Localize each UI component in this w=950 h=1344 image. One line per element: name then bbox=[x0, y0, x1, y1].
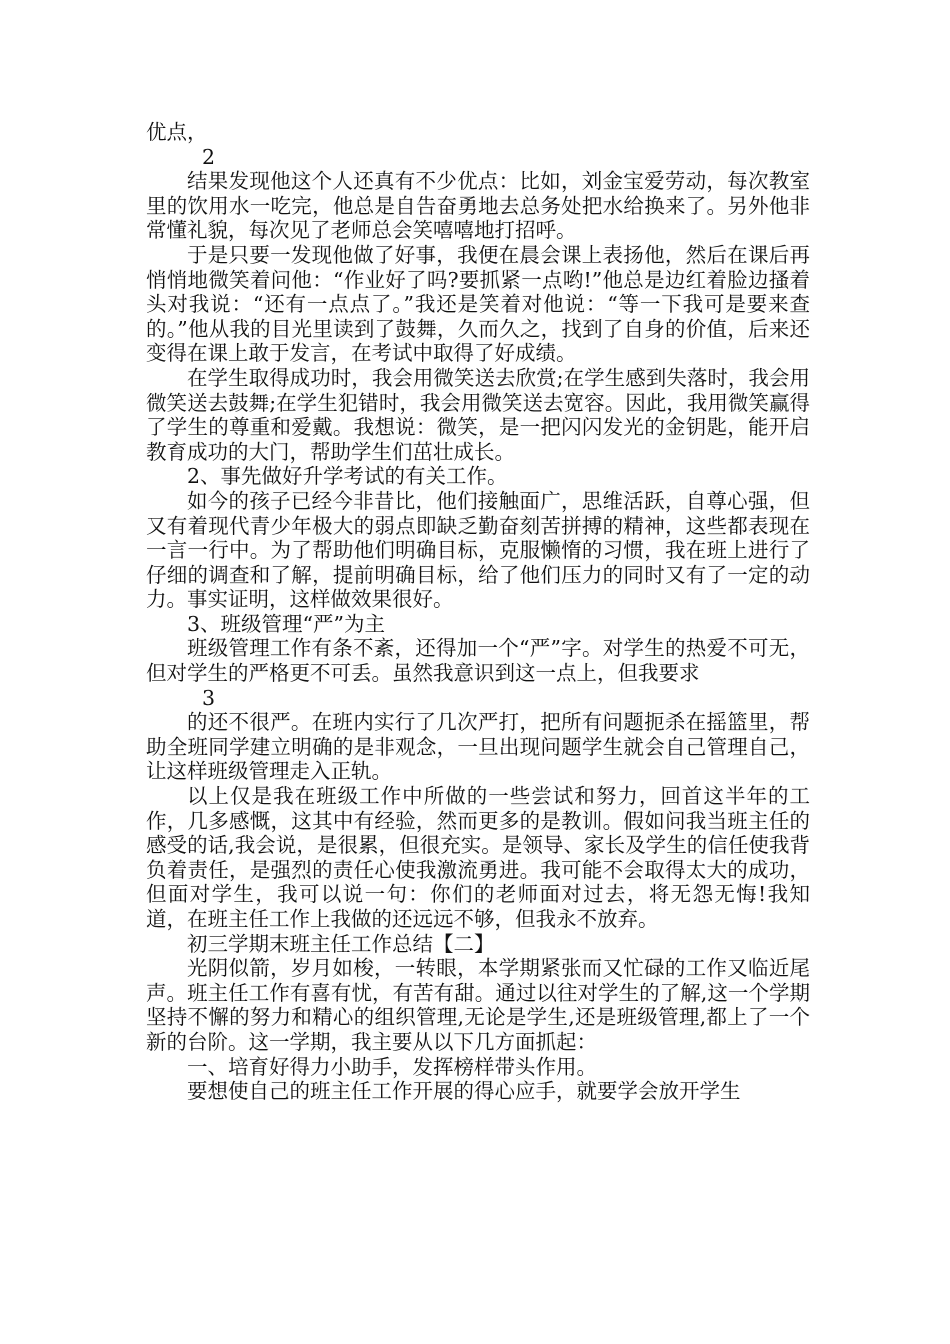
paragraph: 班级管理工作有条不紊，还得加一个“严”字。对学生的热爱不可无，但对学生的严格更不可丢。虽然我意识到这一点上，但我要求 bbox=[146, 636, 810, 686]
document-body bbox=[146, 120, 810, 1104]
paragraph: 以上仅是我在班级工作中所做的一些尝试和努力，回首这半年的工作，几多感慨，这其中有经验，然而更多的是教训。假如问我当班主任的感受的话,我会说，是很累，但很充实。是领导、家长及学生的信任使我背负着责任，是强烈的责任心使我激流勇进。我可能不会取得太大的成功，但面对学生，我可以说一句：你们的老师面对过去，将无怨无悔!我知道，在班主任工作上我做的还远远不够，但我永不放弃。 bbox=[146, 784, 810, 931]
paragraph: 光阴似箭，岁月如梭，一转眼，本学期紧张而又忙碌的工作又临近尾声。班主任工作有喜有忧，有苦有甜。通过以往对学生的了解,这一个学期坚持不懈的努力和精心的组织管理,无论是学生,还是班级管理,都上了一个新的台阶。这一学期，我主要从以下几方面抓起： bbox=[146, 956, 810, 1054]
page-number: 3 bbox=[202, 685, 216, 710]
page-number: 2 bbox=[202, 144, 216, 169]
paragraph: 如今的孩子已经今非昔比，他们接触面广，思维活跃，自尊心强，但又有着现代青少年极大的弱点即缺乏勤奋刻苦拼搏的精神，这些都表现在一言一行中。为了帮助他们明确目标，克服懒惰的习惯，我在班上进行了仔细的调查和了解，提前明确目标，给了他们压力的同时又有了一定的动力。事实证明，这样做效果很好。 bbox=[146, 488, 810, 612]
paragraph: 于是只要一发现他做了好事，我便在晨会课上表扬他，然后在课后再悄悄地微笑着问他：“作业好了吗?要抓紧一点哟!”他总是边红着脸边搔着头对我说：“还有一点点了。”我还是笑着对他说：“等一下我可是要来查的。”他从我的目光里读到了鼓舞，久而久之，找到了自身的价值，后来还变得在课上敢于发言，在考试中取得了好成绩。 bbox=[146, 242, 810, 366]
document-title: 初三学期末班主任工作总结【二】 bbox=[187, 931, 495, 956]
paragraph: 在学生取得成功时，我会用微笑送去欣赏;在学生感到失落时，我会用微笑送去鼓舞;在学生犯错时，我会用微笑送去宽容。因此，我用微笑赢得了学生的尊重和爱戴。我想说：微笑，是一把闪闪发光的金钥匙，能开启教育成功的大门，帮助学生们茁壮成长。 bbox=[146, 365, 810, 464]
paragraph: 结果发现他这个人还真有不少优点：比如，刘金宝爱劳动，每次教室里的饮用水一吃完，他总是自告奋勇地去总务处把水给换来了。另外他非常懂礼貌，每次见了老师总会笑嘻嘻地打招呼。 bbox=[146, 169, 810, 243]
paragraph: 的还不很严。在班内实行了几次严打，把所有问题扼杀在摇篮里，帮助全班同学建立明确的是非观念，一旦出现问题学生就会自己管理自己，让这样班级管理走入正轨。 bbox=[146, 710, 810, 784]
paragraph-fragment: 优点， bbox=[146, 120, 208, 144]
paragraph: 要想使自己的班主任工作开展的得心应手，就要学会放开学生 bbox=[187, 1079, 741, 1104]
section-heading: 3、班级管理“严”为主 bbox=[187, 611, 386, 636]
section-heading: 2、事先做好升学考试的有关工作。 bbox=[187, 464, 508, 489]
section-heading: 一、培育好得力小助手，发挥榜样带头作用。 bbox=[187, 1054, 597, 1079]
